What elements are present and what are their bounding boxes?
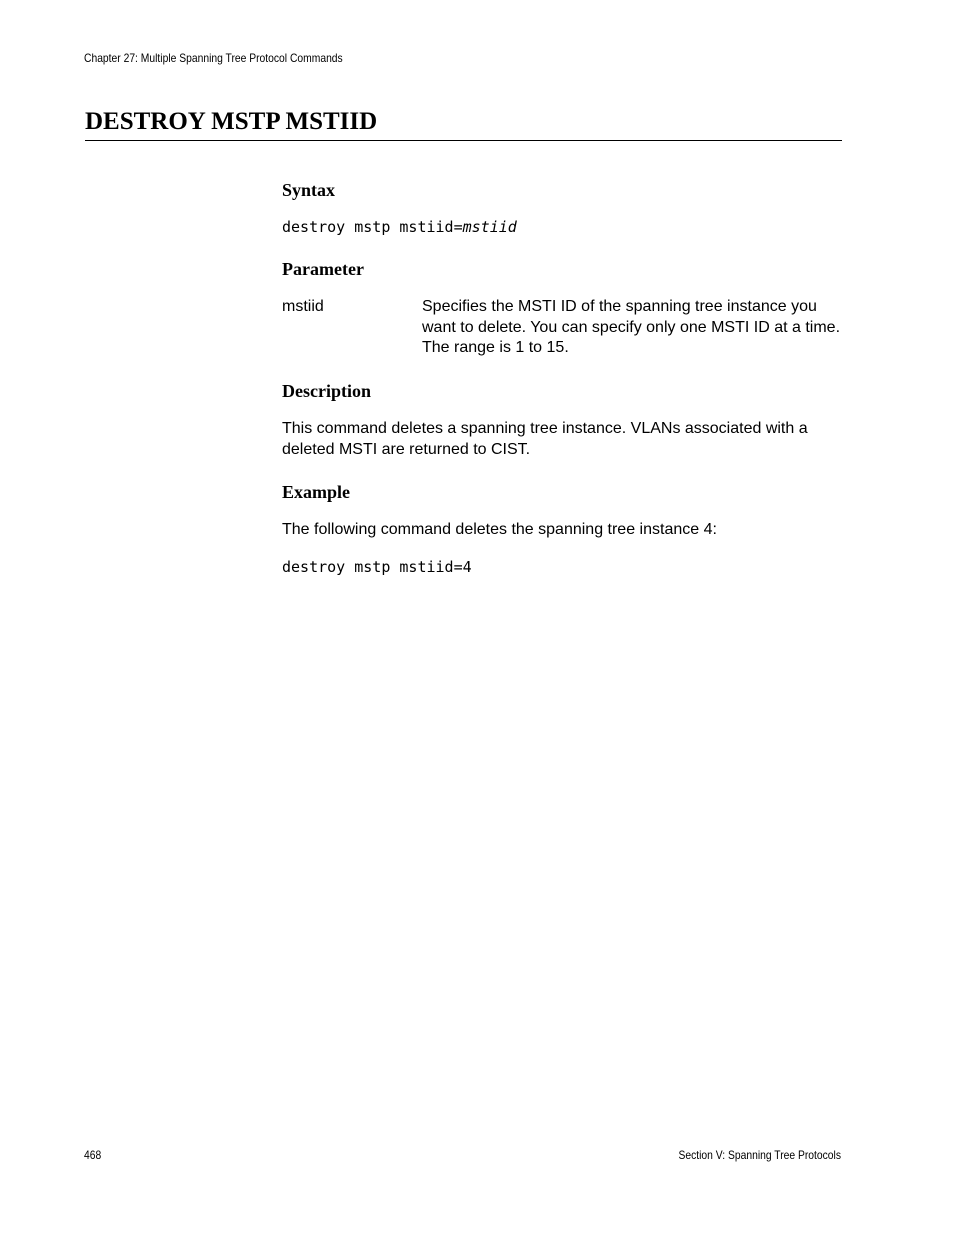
footer-section: Section V: Spanning Tree Protocols (678, 1148, 841, 1162)
syntax-command (282, 217, 517, 237)
parameter-heading: Parameter (282, 259, 364, 279)
description-text: This command deletes a spanning tree instance. VLANs associated with a deleted MSTI are returned to CIST. (282, 420, 808, 458)
running-header: Chapter 27: Multiple Spanning Tree Protocol Commands (84, 51, 343, 65)
syntax-command-variable: mstiid (462, 218, 517, 236)
syntax-command-prefix: destroy mstp mstiid= (282, 218, 463, 236)
syntax-heading: Syntax (282, 180, 336, 200)
example-heading: Example (282, 482, 351, 502)
parameter-name: mstiid (282, 298, 324, 315)
page-title: DESTROY MSTP MSTIID (85, 108, 378, 135)
example-text: The following command deletes the spanning tree instance 4: (282, 521, 717, 538)
example-command: destroy mstp mstiid=4 (282, 558, 472, 576)
title-divider (85, 140, 842, 141)
parameter-description: Specifies the MSTI ID of the spanning tree instance you want to delete. You can specify only one MSTI ID at a time. The range is 1 to 15. (422, 298, 841, 356)
page-number: 468 (84, 1148, 102, 1162)
description-heading: Description (282, 381, 371, 401)
